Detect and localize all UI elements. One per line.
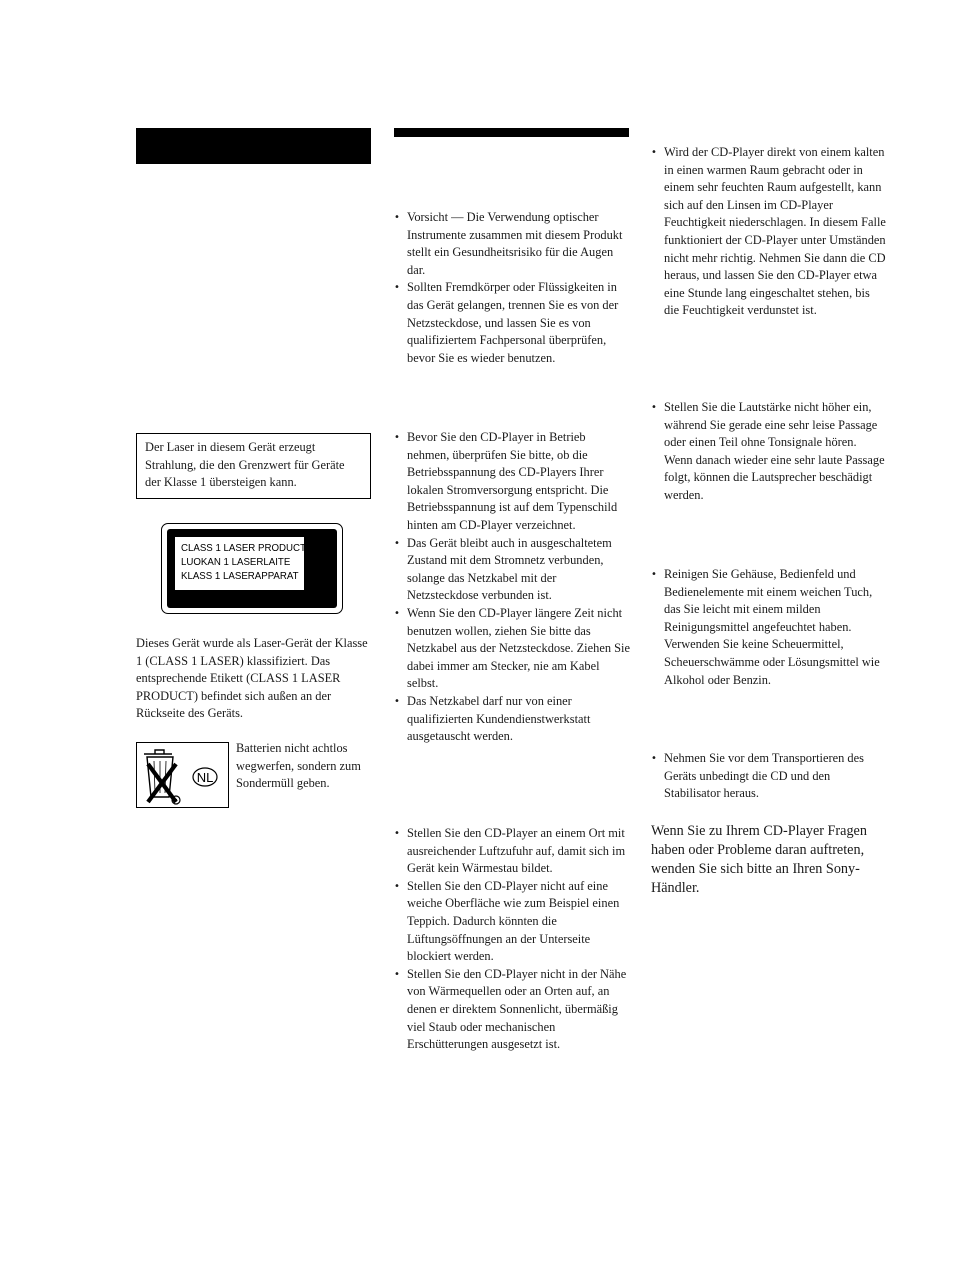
list-item: • Das Gerät bleibt auch in ausgeschaltetem Zustand mit dem Stromnetz verbunden, solange das Netzkabel mit der Netzsteckdose verbunden ist.	[394, 535, 630, 605]
list-item: • Wenn Sie den CD-Player längere Zeit nicht benutzen wollen, ziehen Sie bitte das Netzkabel aus der Netzsteckdose. Ziehen Sie dabei immer am Stecker, nie am Kabel selbst.	[394, 605, 630, 693]
list-item: • Wird der CD-Player direkt von einem kalten in einen warmen Raum gebracht oder in einem sehr feuchten Raum aufgestellt, kann sich auf den Linsen im CD-Player Feuchtigkeit niederschlagen. In diesem Falle funktioniert der CD-Player unter Umständen nicht mehr richtig. Nehmen Sie dann die CD heraus, und lassen Sie den CD-Player etwa eine Stunde lang eingeschaltet stehen, bis die Feuchtigkeit verdunstet ist.	[651, 144, 886, 320]
list-item: • Stellen Sie den CD-Player nicht in der Nähe von Wärmequellen oder an Orten auf, an denen er direktem Sonnenlicht, übermäßig viel Staub oder mechanischen Erschütterungen ausgesetzt ist.	[394, 966, 630, 1054]
laser-class-text: Dieses Gerät wurde als Laser-Gerät der Klasse 1 (CLASS 1 LASER) klassifiziert. Das entsprechende Etikett (CLASS 1 LASER PRODUCT) befindet sich außen an der Rückseite des Geräts.	[136, 636, 368, 721]
volume-list	[651, 399, 886, 505]
section-heading-bar-left	[136, 128, 371, 164]
laser-class-paragraph	[136, 635, 372, 723]
list-item: • Bevor Sie den CD-Player in Betrieb nehmen, überprüfen Sie bitte, ob die Betriebsspannung des CD-Players Ihrer lokalen Stromversorgung entspricht. Die Betriebsspannung ist auf dem Typenschild hinten am CD-Player verzeichnet.	[394, 429, 630, 535]
laser-label-text	[175, 537, 304, 590]
list-item: • Stellen Sie die Lautstärke nicht höher ein, während Sie gerade eine sehr leise Passage oder einen Teil ohne Tonsignale hören. Wenn danach wieder eine sehr laute Passage folgt, können die Lautsprecher beschädigt werden.	[651, 399, 886, 505]
list-item: • Nehmen Sie vor dem Transportieren des Geräts unbedingt die CD und den Stabilisator heraus.	[651, 750, 886, 803]
condensation-list	[651, 144, 886, 320]
power-supply-list	[394, 429, 630, 746]
list-item: • Sollten Fremdkörper oder Flüssigkeiten in das Gerät gelangen, trennen Sie es von der Netzsteckdose, und lassen Sie es von qualifiziertem Fachpersonal überprüfen, bevor Sie es wieder benutzen.	[394, 279, 630, 367]
laser-product-label	[161, 523, 343, 614]
list-item: • Das Netzkabel darf nur von einer qualifizierten Kundendienstwerkstatt ausgetauscht werden.	[394, 693, 630, 746]
transport-list	[651, 750, 886, 803]
list-item: • Stellen Sie den CD-Player an einem Ort mit ausreichender Luftzufuhr auf, damit sich im Gerät kein Wärmestau bildet.	[394, 825, 630, 878]
closing-paragraph	[651, 822, 886, 898]
placement-list	[394, 825, 630, 1054]
section-heading-bar-middle	[394, 128, 629, 137]
safety-list	[394, 209, 630, 367]
laser-warning-box	[136, 433, 371, 499]
cleaning-list	[651, 566, 886, 689]
closing-text: Wenn Sie zu Ihrem CD-Player Fragen haben oder Probleme daran auftreten, wenden Sie sich bitte an Ihren Sony-Händler.	[651, 823, 867, 896]
list-item: • Vorsicht — Die Verwendung optischer Instrumente zusammen mit diesem Produkt stellt ein Gesundheitsrisiko für die Augen dar.	[394, 209, 630, 279]
laser-label-line: CLASS 1 LASER PRODUCT	[181, 543, 306, 554]
battery-disposal-symbol	[136, 742, 229, 808]
list-item: • Stellen Sie den CD-Player nicht auf eine weiche Oberfläche wie zum Beispiel einen Teppich. Dadurch könnten die Lüftungsöffnungen an der Unterseite blockiert werden.	[394, 878, 630, 966]
battery-paragraph	[236, 740, 372, 793]
nl-symbol-text: NL	[196, 770, 214, 785]
list-item: • Reinigen Sie Gehäuse, Bedienfeld und Bedienelemente mit einem weichen Tuch, das Sie leicht mit einem milden Reinigungsmittel angefeuchtet haben. Verwenden Sie keine Scheuermittel, Scheuerschwämme oder Lösungsmittel wie Alkohol oder Benzin.	[651, 566, 886, 689]
crossed-out-bin-icon	[137, 743, 230, 809]
battery-text: Batterien nicht achtlos wegwerfen, sondern zum Sondermüll geben.	[236, 741, 361, 791]
laser-warning-text: Der Laser in diesem Gerät erzeugt Strahlung, die den Grenzwert für Geräte der Klasse 1 übersteigen kann.	[145, 440, 345, 490]
laser-label-line: KLASS 1 LASERAPPARAT	[181, 571, 299, 582]
laser-label-line: LUOKAN 1 LASERLAITE	[181, 557, 291, 568]
